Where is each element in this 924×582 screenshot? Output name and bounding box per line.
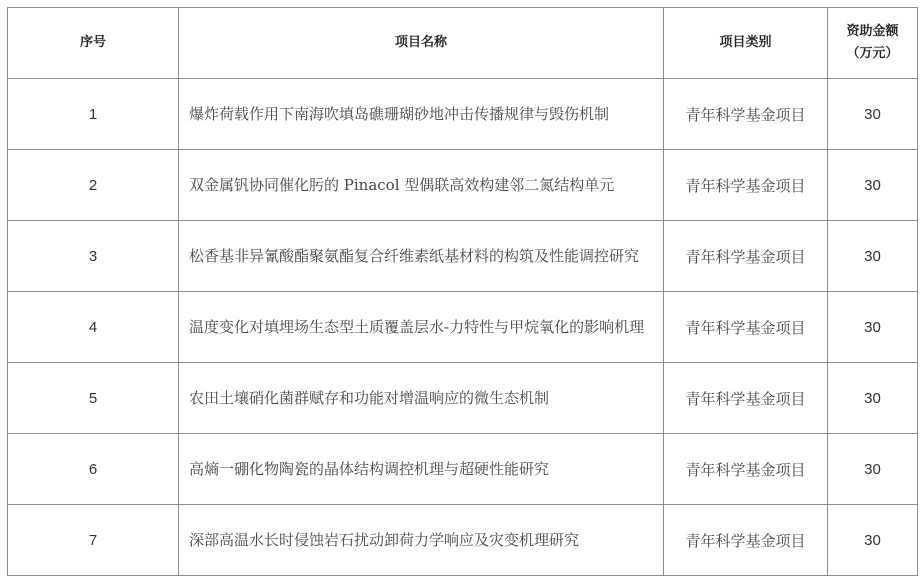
- row-project-category: 青年科学基金项目: [664, 79, 828, 150]
- table-row: [8, 150, 918, 221]
- row-project-name: 高熵一硼化物陶瓷的晶体结构调控机理与超硬性能研究: [179, 434, 664, 505]
- row-project-name: 温度变化对填埋场生态型土质覆盖层水-力特性与甲烷氧化的影响机理: [179, 292, 664, 363]
- row-funding-amount: 30: [828, 150, 918, 221]
- row-project-category: 青年科学基金项目: [664, 150, 828, 221]
- header-funding-amount: [828, 8, 918, 79]
- row-seq: 6: [8, 434, 179, 505]
- row-seq: 3: [8, 221, 179, 292]
- table-row: [8, 505, 918, 576]
- table-row: [8, 434, 918, 505]
- row-project-category: 青年科学基金项目: [664, 505, 828, 576]
- row-funding-amount: 30: [828, 221, 918, 292]
- row-project-category: 青年科学基金项目: [664, 434, 828, 505]
- table-row: [8, 221, 918, 292]
- row-seq: 4: [8, 292, 179, 363]
- header-seq: 序号: [8, 8, 179, 79]
- row-funding-amount: 30: [828, 434, 918, 505]
- row-project-category: 青年科学基金项目: [664, 292, 828, 363]
- row-project-name: 农田土壤硝化菌群赋存和功能对增温响应的微生态机制: [179, 363, 664, 434]
- row-funding-amount: 30: [828, 292, 918, 363]
- header-project-category: 项目类别: [664, 8, 828, 79]
- row-funding-amount: 30: [828, 505, 918, 576]
- row-seq: 2: [8, 150, 179, 221]
- row-project-name: 双金属钒协同催化肟的 Pinacol 型偶联高效构建邻二氮结构单元: [179, 150, 664, 221]
- header-project-name: 项目名称: [179, 8, 664, 79]
- row-seq: 7: [8, 505, 179, 576]
- row-project-name: 松香基非异氰酸酯聚氨酯复合纤维素纸基材料的构筑及性能调控研究: [179, 221, 664, 292]
- row-project-category: 青年科学基金项目: [664, 363, 828, 434]
- row-project-name: 爆炸荷载作用下南海吹填岛礁珊瑚砂地冲击传播规律与毁伤机制: [179, 79, 664, 150]
- row-project-category: 青年科学基金项目: [664, 221, 828, 292]
- table-row: [8, 79, 918, 150]
- header-funding-amount-line2: （万元）: [846, 46, 899, 61]
- grant-projects-table: [7, 7, 918, 576]
- row-seq: 5: [8, 363, 179, 434]
- row-project-name: 深部高温水长时侵蚀岩石扰动卸荷力学响应及灾变机理研究: [179, 505, 664, 576]
- table-row: [8, 292, 918, 363]
- header-funding-amount-line1: 资助金额: [846, 24, 899, 39]
- table-row: [8, 363, 918, 434]
- row-funding-amount: 30: [828, 363, 918, 434]
- row-funding-amount: 30: [828, 79, 918, 150]
- table-header-row: [8, 8, 918, 79]
- row-seq: 1: [8, 79, 179, 150]
